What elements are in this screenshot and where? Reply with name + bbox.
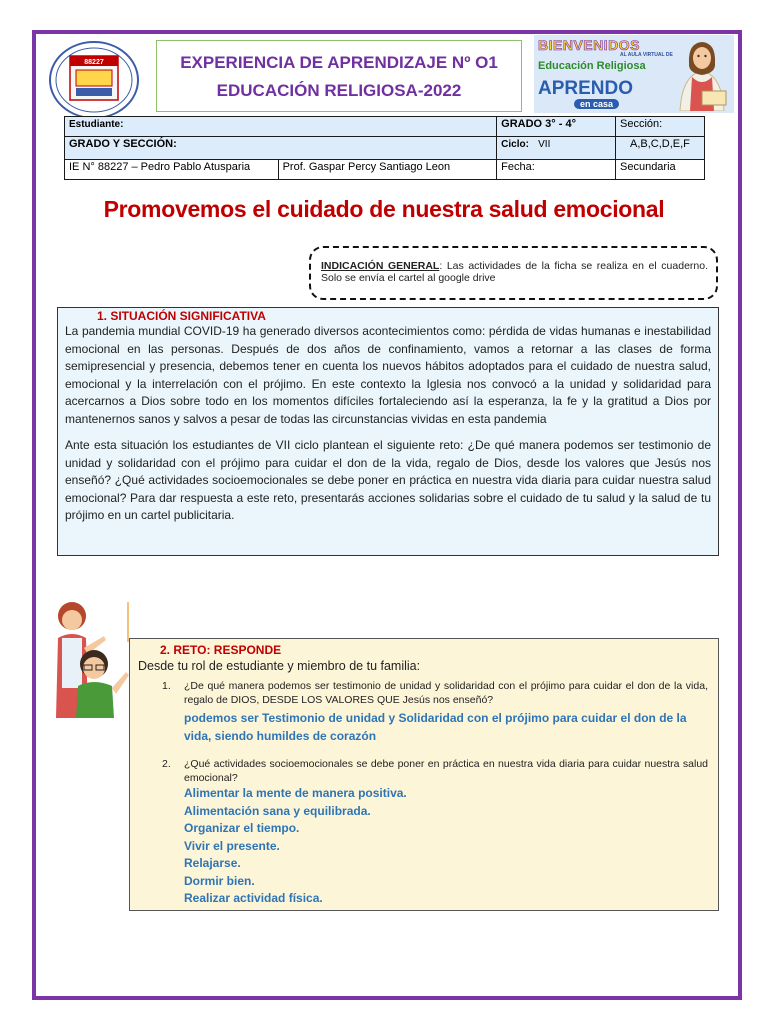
situation-paragraph-2: Ante esta situación los estudiantes de VII ciclo plantean el siguiente reto: ¿De qué manera podemos ser testimonio de unidad y solidaridad con el prójimo para cuidar el don de la vida, regalo de Dios, desde los valores que Jesús nos enseñó? ¿Qué actividades socioemocionales se debe poner en práctica en nuestra vida diaria para cuidar nuestra salud emocional? Para dar respuesta a este reto, presentarás acciones solidarias sobre el cuidado de tu salud y la salud de tu prójimo en un cartel publicitaria. (65, 438, 711, 522)
indication-label: INDICACIÓN GENERAL (321, 260, 440, 272)
title-box (156, 40, 522, 112)
jesus-illustration-icon (672, 37, 732, 111)
school-logo (48, 40, 140, 120)
student-label: Estudiante: (69, 119, 124, 130)
cycle-label: Ciclo: (501, 139, 529, 150)
situation-heading: 1. SITUACIÓN SIGNIFICATIVA (97, 309, 266, 323)
school-name: IE N° 88227 – Pedro Pablo Atusparia (65, 160, 279, 180)
cycle-value: VII (538, 139, 551, 150)
students-illustration-icon (50, 598, 130, 723)
section-value: A,B,C,D,E,F (616, 137, 705, 160)
question-number: 2. (162, 758, 171, 770)
reto-intro: Desde tu rol de estudiante y miembro de tu familia: (138, 659, 421, 673)
question-2 (138, 757, 708, 785)
answer-item: Dormir bien. (184, 873, 255, 888)
indication-text: : Las actividades de la ficha se realiza en el cuaderno. Solo se envía el cartel al google drive (321, 260, 709, 284)
course-title: EDUCACIÓN RELIGIOSA-2022 (216, 81, 462, 100)
grade-label: GRADO 3° - 4° (497, 117, 616, 137)
question-1 (138, 679, 708, 707)
question-text: ¿Qué actividades socioemocionales se debe poner en práctica en nuestra vida diaria para cuidar nuestra salud emocional? (184, 758, 708, 784)
reto-section (129, 638, 719, 911)
question-text: ¿De qué manera podemos ser testimonio de unidad y solidaridad con el prójimo para cuidar el don de la vida, regalo de DIOS, DESDE LOS VALORES QUE Jesús nos enseñó? (184, 680, 708, 706)
answer-item: Vivir el presente. (184, 838, 280, 853)
answer-item: Realizar actividad física. (184, 891, 323, 905)
answer-item: Alimentación sana y equilibrada. (184, 803, 371, 818)
situation-paragraph-1: La pandemia mundial COVID-19 ha generado diversos acontecimientos como: pérdida de vidas humanas e inestabilidad emocional en las personas. Después de dos años de confinamiento, vamos a retornar a las clases de forma semipresencial y presencia, debemos tener en cuenta los nuevos hábitos adoptados para el cuidado de nuestra salud, emocional y la interrelación con el prójimo. En este contexto la Iglesia nos convocó a la unidad y solidaridad para acercarnos a Dios sobre todo en los momentos difíciles fortaleciendo así la esperanza, la fe y la gratitud a Dios por mantenernos sanos y salvos a pesar de todas las circunstancias vividas en esta pandemia (65, 324, 711, 426)
reto-heading: 2. RETO: RESPONDE (160, 643, 282, 657)
page-title: Promovemos el cuidado de nuestra salud emocional (103, 196, 665, 222)
answer-item: Alimentar la mente de manera positiva. (184, 786, 407, 800)
answer-item: Relajarse. (184, 856, 241, 870)
banner-subtitle: AL AULA VIRTUAL DE (620, 52, 673, 58)
section-label: Sección: (616, 117, 705, 137)
situation-section (57, 307, 719, 556)
welcome-banner (534, 35, 734, 113)
banner-en-casa: en casa (574, 99, 619, 109)
experience-title: EXPERIENCIA DE APRENDIZAJE Nº O1 (180, 53, 498, 72)
date-label[interactable]: Fecha: (497, 160, 616, 180)
student-cell[interactable] (65, 117, 497, 137)
banner-welcome: BIENVENIDOS (538, 37, 640, 53)
teacher-name: Prof. Gaspar Percy Santiago Leon (278, 160, 497, 180)
cycle-cell (497, 137, 616, 160)
answer-1: podemos ser Testimonio de unidad y Solidaridad con el prójimo para cuidar el don de la vida, siendo humildes de corazón (184, 711, 687, 743)
grade-section-label: GRADO Y SECCIÓN: (65, 137, 497, 160)
answer-item: Organizar el tiempo. (184, 821, 300, 835)
student-info-table (64, 116, 705, 180)
banner-aprendo: APRENDO (538, 78, 634, 99)
general-indication (309, 246, 718, 300)
question-number: 1. (162, 680, 171, 692)
logo-number: 88227 (84, 59, 104, 66)
level-value: Secundaria (616, 160, 705, 180)
banner-subject: Educación Religiosa (538, 60, 646, 72)
